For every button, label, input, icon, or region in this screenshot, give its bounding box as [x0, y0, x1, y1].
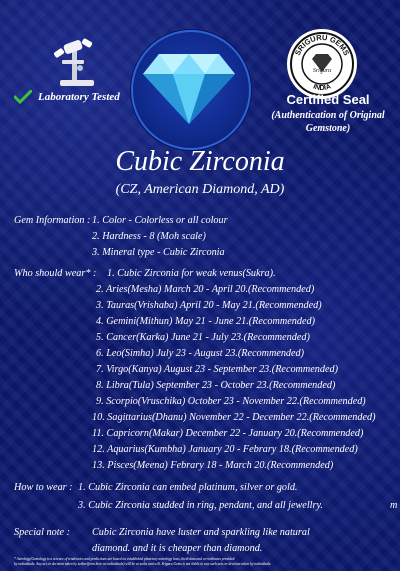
wear-item: 9. Scorpio(Vruschika) October 23 - November 22.(Recommended): [96, 396, 366, 407]
wear-item: 2. Aries(Mesha) March 20 - April 20.(Recommended): [96, 284, 315, 295]
wear-item: 12. Aquarius(Kumbha) January 20 - Febrary 18.(Recommended): [92, 444, 358, 455]
svg-text:Sriguru: Sriguru: [312, 68, 332, 74]
lab-tested-label: Laboratory Tested: [38, 91, 120, 103]
wear-item: 1. Cubic Zirconia for weak venus(Sukra).: [107, 268, 276, 279]
how-to-wear-item: 3. Cubic Zirconia studded in ring, pendant, and all jewellry.: [78, 500, 323, 511]
special-note-line: diamond. and it is cheaper than diamond.: [92, 543, 263, 554]
disclaimer: [14, 557, 390, 567]
wear-item: 3. Tauras(Vrishaba) April 20 - May 21.(Recommended): [96, 300, 322, 311]
special-note-line: Cubic Zirconia have luster and sparkling like natural: [92, 527, 310, 538]
certified-seal-logo: [286, 28, 358, 100]
page-subtitle: (CZ, American Diamond, AD): [115, 182, 285, 197]
disclaimer-line: by individuals. Any act or decision taken by seeker(from here on individuals) will be at seeks and will. Sriguru Gems is not liable to any such acts or decision taken by individuals.: [14, 562, 272, 566]
how-to-wear-item: 1. Cubic Zirconia can embed platinum, silver or gold.: [78, 482, 298, 493]
wear-item: 4. Gemini(Mithun) May 21 - June 21.(Recommended): [96, 316, 315, 327]
wear-item: 5. Cancer(Karka) June 21 - July 23.(Recommended): [96, 332, 310, 343]
gem-info-label: Gem Information :: [14, 215, 91, 226]
how-to-wear-label: How to wear :: [14, 482, 73, 493]
check-icon: [14, 90, 32, 104]
microscope-icon: [46, 36, 102, 88]
svg-text:INDIA: INDIA: [311, 83, 332, 92]
page-title: Cubic Zirconia: [115, 146, 285, 177]
disclaimer-line: * Astrology/Gemology is a science of tendencies and predictions are based on established planetary astrology laws, birth data and co-ordinates provided: [14, 557, 235, 561]
special-note-label: Special note :: [14, 527, 71, 538]
overflow-char: m: [390, 500, 398, 511]
svg-text:SRIGURU GEMS: SRIGURU GEMS: [292, 32, 352, 57]
wear-item: 7. Virgo(Kanya) August 23 - September 23.(Recommended): [96, 364, 338, 375]
wear-item: 6. Leo(Simha) July 23 - August 23.(Recommended): [96, 348, 305, 359]
gem-info-item: 1. Color - Colorless or all colour: [92, 215, 228, 226]
lab-tested-badge: [14, 90, 120, 104]
certified-seal-subtitle: (Authentication of Original Gemstone): [271, 110, 385, 134]
wear-item: 8. Libra(Tula) September 23 - October 23.(Recommended): [96, 380, 336, 391]
gem-info-item: 3. Mineral type - Cubic Zirconia: [92, 247, 225, 258]
wear-item: 10. Sagittarius(Dhanu) November 22 - December 22.(Recommended): [92, 412, 376, 423]
diamond-icon: [143, 54, 235, 124]
wear-item: 13. Pisces(Meena) Febrary 18 - March 20.(Recommended): [92, 460, 334, 471]
who-should-wear-label: Who should wear* :: [14, 268, 97, 279]
certified-seal-title: Certified Seal: [286, 92, 370, 107]
wear-item: 11. Capricorn(Makar) December 22 - January 20.(Recommended): [92, 428, 364, 439]
gem-info-item: 2. Hardness - 8 (Moh scale): [92, 231, 206, 242]
